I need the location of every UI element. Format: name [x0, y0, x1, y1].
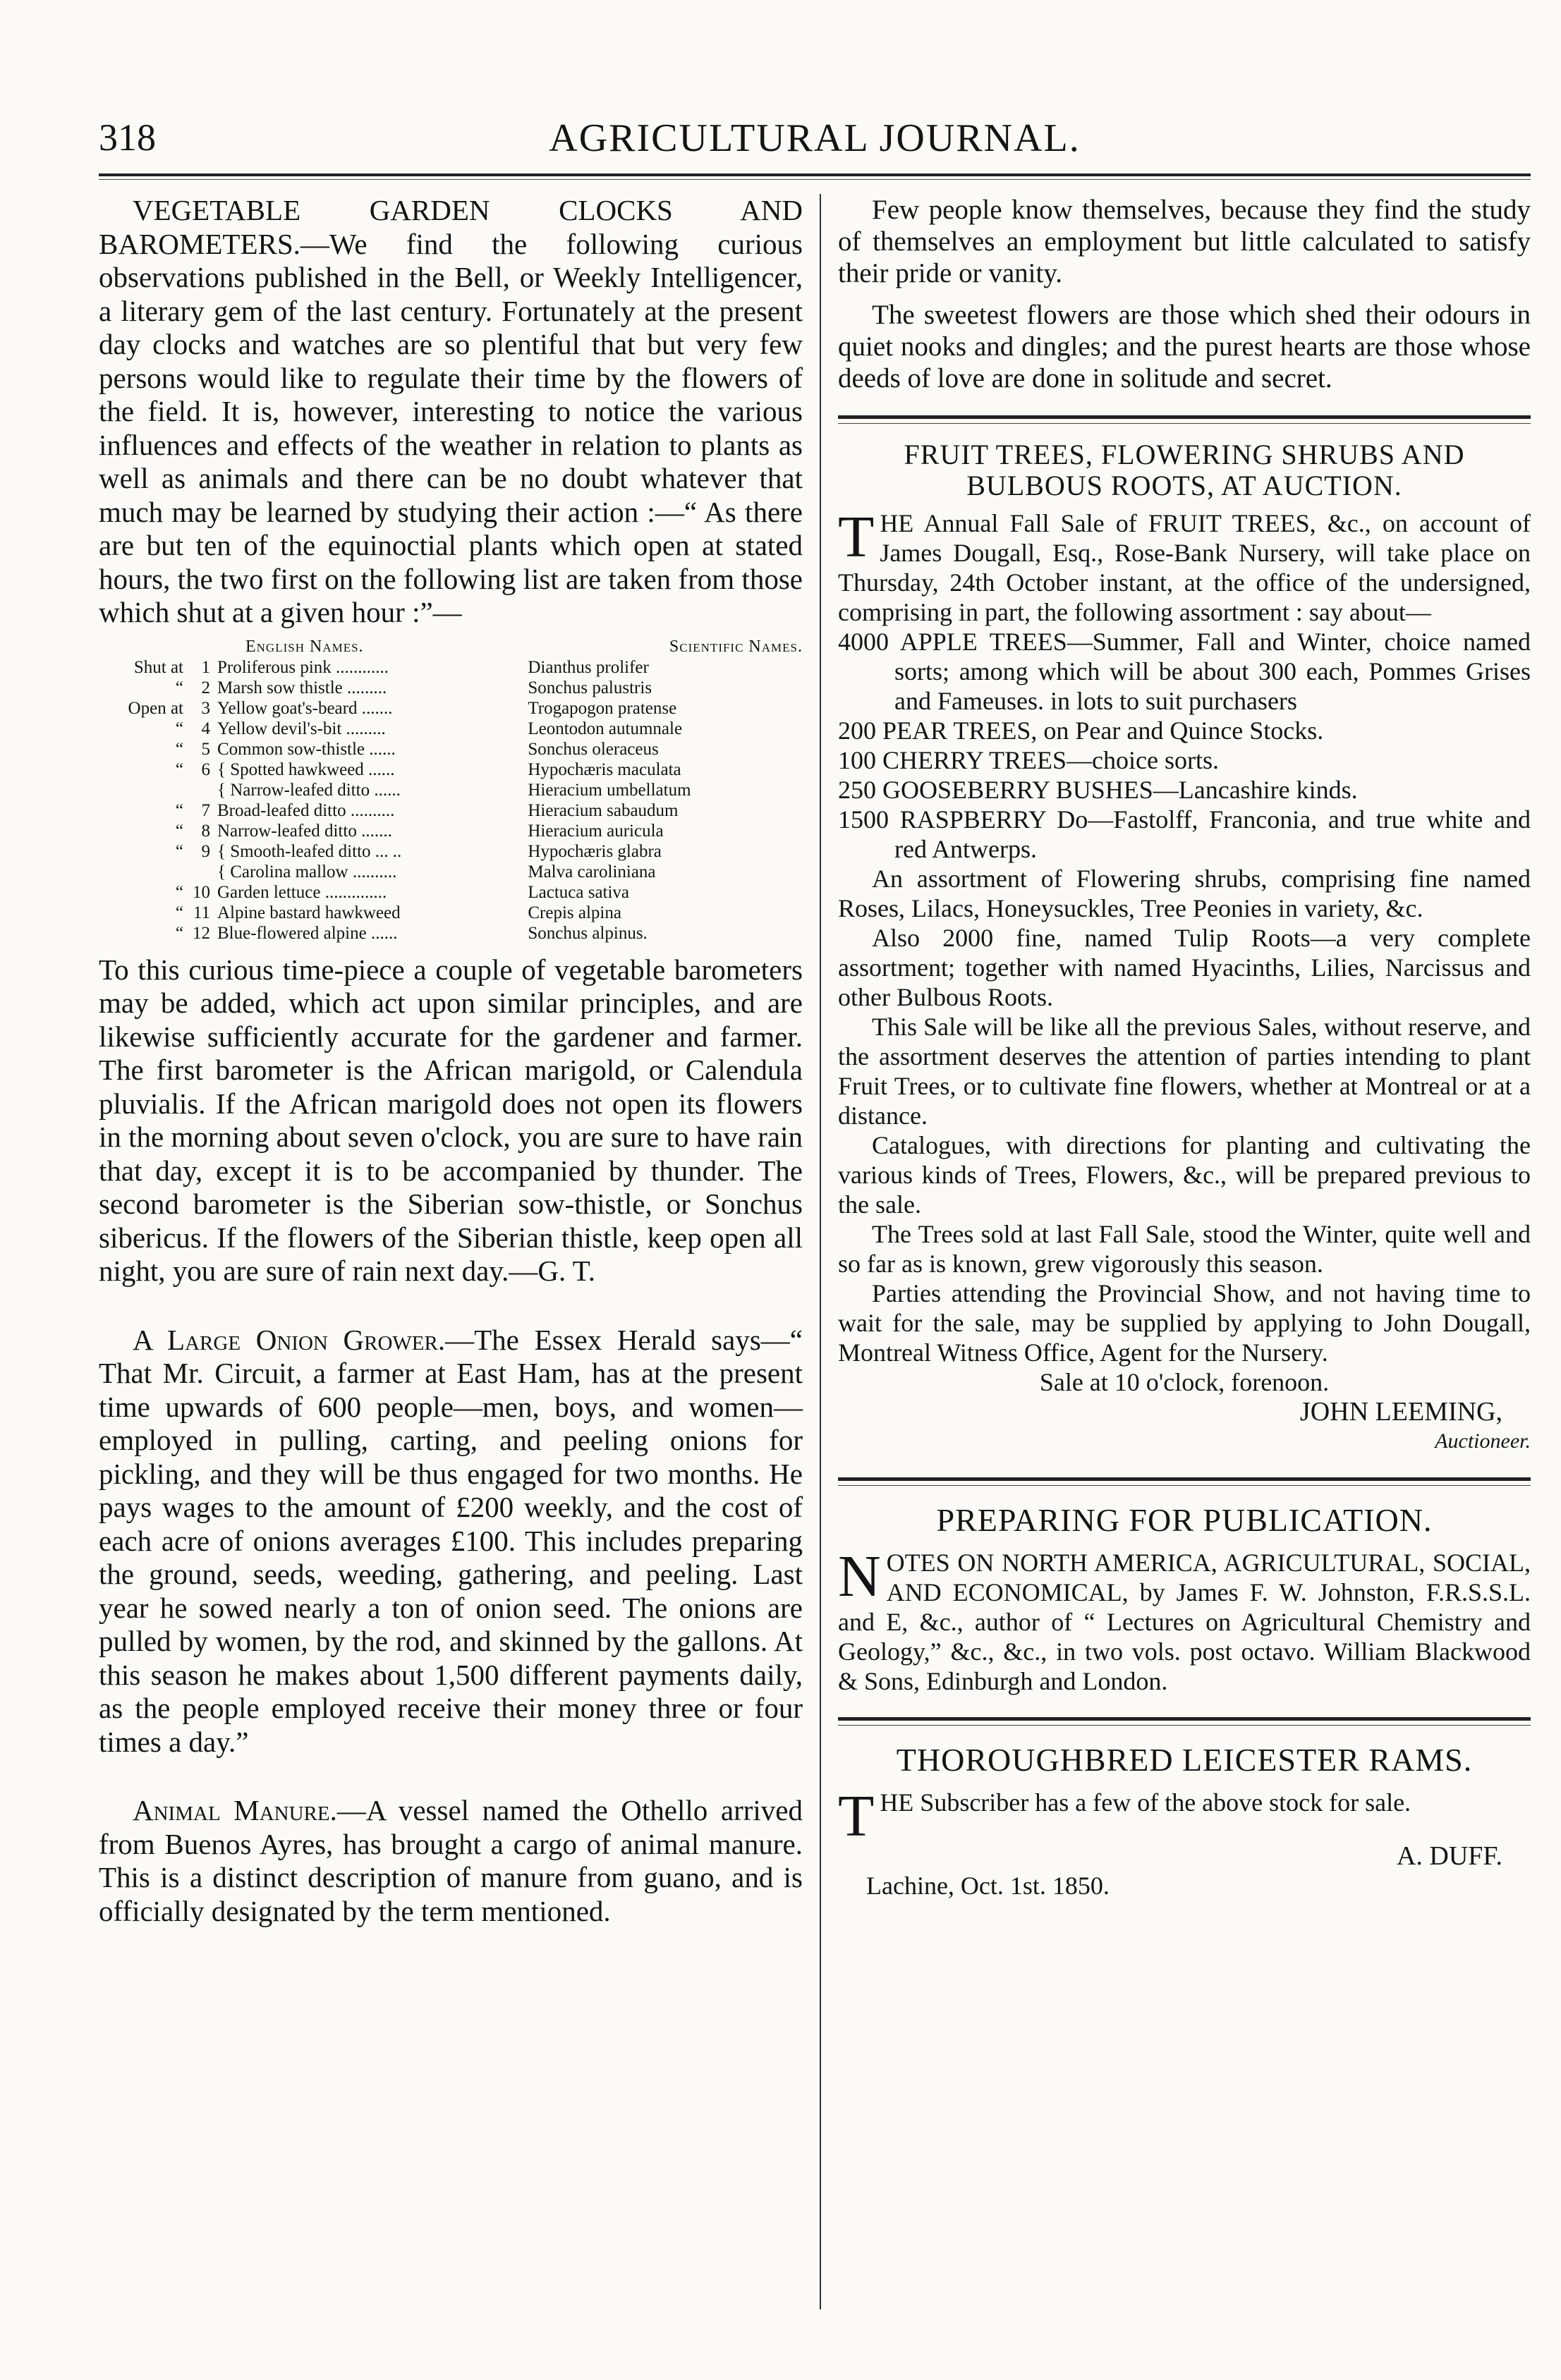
table-row: [99, 821, 803, 841]
advert-text: The Trees sold at last Fall Sale, stood the Winter, quite well and so far as is known, grew vigorously this season.: [838, 1220, 1531, 1278]
advert-text: Parties attending the Provincial Show, and not having time to wait for the sale, may be supplied by applying to John Dougall, Montreal Witness Office, Agent for the Nursery.: [838, 1279, 1531, 1367]
drop-cap: T: [838, 1783, 875, 1849]
article-clocks: [99, 194, 803, 1288]
table-row: [99, 678, 803, 698]
article-title: VEGETABLE GARDEN CLOCKS AND BAROMETERS.: [99, 194, 803, 260]
english-name: Yellow devil's-bit .........: [217, 719, 386, 738]
advert-text: An assortment of Flowering shrubs, comprising fine named Roses, Lilacs, Honeysuckles, Tree Peonies in variety, &c.: [838, 865, 1531, 922]
english-name: Garden lettuce ..............: [217, 882, 387, 902]
advert-headline: THOROUGHBRED LEICESTER RAMS.: [896, 1742, 1473, 1778]
table-row: [99, 841, 803, 862]
article-text: To this curious time-piece a couple of vegetable barometers may be added, which act upon similar principles, and are likewise sufficiently accurate for the gardener and farmer. The first barometer is the African marigold, or Calendula pluvialis. If the African marigold does not open its flowers in the morning about seven o'clock, you are sure to have rain that day, except it is to be accompanied by thunder. The second barometer is the Siberian sow-thistle, or Sonchus sibericus. If the flowers of the Siberian thistle, keep open all night, you are sure of rain next day.—G. T.: [99, 953, 803, 1287]
english-name: Yellow goat's-beard .......: [217, 698, 393, 718]
advert-text: HE Annual Fall Sale of FRUIT TREES, &c., on account of James Dougall, Esq., Rose-Bank Nursery, will take place on Thursday, 24th October instant, at the office of the undersigned, comprising in part, the following assortment : say about—: [838, 509, 1531, 626]
section-rule: [838, 1717, 1531, 1721]
row-number: 10: [193, 882, 210, 902]
row-number: 8: [201, 821, 210, 841]
right-column: [838, 194, 1531, 1900]
scientific-name: Leontodon autumnale: [528, 719, 683, 738]
row-label: “: [175, 821, 183, 841]
table-row: [99, 719, 803, 739]
row-number: 1: [201, 657, 210, 677]
row-number: [188, 780, 217, 800]
scientific-name: Hypochæris glabra: [528, 841, 662, 861]
row-number: 4: [201, 719, 210, 738]
row-number: 2: [201, 678, 210, 697]
advert-text: Catalogues, with directions for planting and cultivating the various kinds of Trees, Flowers, &c., will be prepared previous to the sale.: [838, 1131, 1531, 1219]
row-number: 3: [201, 698, 210, 718]
advert-publication: [838, 1501, 1531, 1696]
list-item: 100 CHERRY TREES—choice sorts.: [838, 746, 1219, 774]
row-label: “: [175, 739, 183, 759]
advert-headline: FRUIT TREES, FLOWERING SHRUBS AND BULBOUS ROOTS, AT AUCTION.: [904, 439, 1465, 501]
advert-text: OTES ON NORTH AMERICA, AGRICULTURAL, SOCIAL, AND ECONOMICAL, by James F. W. Johnston, F.R.S.S.L. and E, &c., author of “ Lectures on Agricultural Chemistry and Geology,” &c., &c., in two vols. post octavo. William Blackwood & Sons, Edinburgh and London.: [838, 1549, 1531, 1695]
table-row: [99, 657, 803, 678]
english-name: Narrow-leafed ditto .......: [217, 821, 392, 841]
scientific-name: Hieracium auricula: [528, 821, 664, 841]
signer-name: JOHN LEEMING,: [1299, 1397, 1502, 1427]
article-title: A Large Onion Grower.: [133, 1323, 446, 1356]
advert-auction: [838, 439, 1531, 1456]
scientific-name: Sonchus alpinus.: [528, 923, 648, 943]
advert-rams: [838, 1741, 1531, 1900]
dateline: Lachine, Oct. 1st. 1850.: [866, 1872, 1110, 1900]
drop-cap: T: [838, 504, 875, 570]
table-row: [99, 882, 803, 903]
running-head: AGRICULTURAL JOURNAL.: [549, 116, 1081, 160]
list-item: 4000 APPLE TREES—Summer, Fall and Winter, choice named sorts; among which will be about 300 each, Pommes Grises and Fameuses. in lots to suit purchasers: [838, 628, 1531, 715]
table-row: [99, 780, 803, 800]
plant-table: [99, 637, 803, 944]
drop-cap: N: [838, 1544, 881, 1609]
row-label: [99, 780, 188, 800]
table-row: [99, 862, 803, 882]
english-name: Marsh sow thistle .........: [217, 678, 387, 697]
table-row: [99, 923, 803, 944]
row-number: 5: [201, 739, 210, 759]
scientific-name: Malva caroliniana: [528, 862, 656, 881]
header-rule-thin: [99, 179, 1531, 180]
scientific-name: Hypochæris maculata: [528, 759, 681, 779]
table-header-row: [99, 637, 803, 657]
article-text: —We find the following curious observations published in the Bell, or Weekly Intelligencer, a literary gem of the last century. Fortunately at the present day clocks and watches are so plentiful that but very few persons would like to regulate their time by the flowers of the field. It is, however, interesting to notice the various influences and effects of the weather in relation to plants as well as animals and there can be no doubt whatever that much may be learned by studying their action :—“ As there are but ten of the equinoctial plants which open at stated hours, the two first on the following list are taken from those which shut at a given hour :”—: [99, 227, 803, 628]
advert-headline: PREPARING FOR PUBLICATION.: [936, 1502, 1433, 1538]
scientific-name: Sonchus palustris: [528, 678, 652, 697]
list-item: 1500 RASPBERRY Do—Fastolff, Franconia, and true white and red Antwerps.: [838, 805, 1531, 863]
row-label: Shut at: [133, 657, 183, 677]
english-name: { Carolina mallow ..........: [217, 862, 397, 881]
article-text: —A vessel named the Othello arrived from Buenos Ayres, has brought a cargo of animal manure. This is a distinct description of manure from guano, and is officially designated by the term mentioned.: [99, 1794, 803, 1927]
signer-name: A. DUFF.: [1396, 1841, 1502, 1871]
row-label: Open at: [128, 698, 183, 718]
article-text: —The Essex Herald says—“ That Mr. Circuit, a farmer at East Ham, has at the present time upwards of 600 people—men, boys, and women—employed in pulling, carting, and peeling onions for pickling, and they will be thus engaged for two months. He pays wages to the amount of £200 weekly, and the cost of each acre of onions averages £100. This includes preparing the ground, seeds, weeding, gathering, and peeling. Last year he sowed nearly a ton of onion seed. The onions are pulled by women, by the rod, and skinned by the gallons. At this season he makes about 1,500 different payments daily, as the people employed receive their money three or four times a day.”: [99, 1323, 803, 1758]
table-row: [99, 903, 803, 923]
english-name: Broad-leafed ditto ..........: [217, 800, 395, 820]
table-row: [99, 800, 803, 821]
article-manure: [99, 1794, 803, 1928]
row-label: [99, 862, 188, 882]
advert-text: Also 2000 fine, named Tulip Roots—a very complete assortment; together with named Hyacinths, Lilies, Narcissus and other Bulbous Roots.: [838, 924, 1531, 1011]
row-number: 7: [201, 800, 210, 820]
article-onion: [99, 1324, 803, 1759]
row-label: “: [175, 678, 183, 697]
column-divider: [820, 194, 821, 2309]
sale-time: Sale at 10 o'clock, forenoon.: [1039, 1368, 1330, 1396]
page-header: [99, 106, 1531, 169]
aphorism: Few people know themselves, because they find the study of themselves an employment but little calculated to satisfy their pride or vanity.: [838, 195, 1531, 288]
table-row: [99, 698, 803, 719]
row-label: “: [175, 841, 183, 861]
auction-list: [838, 627, 1531, 864]
scientific-name: Lactuca sativa: [528, 882, 630, 902]
english-name: { Spotted hawkweed ......: [217, 759, 395, 779]
english-name: { Smooth-leafed ditto ... ..: [217, 841, 402, 861]
english-name: Alpine bastard hawkweed: [217, 903, 401, 922]
section-rule: [838, 1477, 1531, 1481]
english-name: Common sow-thistle ......: [217, 739, 396, 759]
row-label: “: [175, 719, 183, 738]
table-row: [99, 759, 803, 780]
advert-text: This Sale will be like all the previous Sales, without reserve, and the assortment deserves the attention of parties intending to plant Fruit Trees, or to cultivate fine flowers, whether at Montreal or at a distance.: [838, 1013, 1531, 1130]
table-header-scientific: Scientific Names.: [669, 637, 803, 656]
row-number: 12: [193, 923, 210, 943]
aphorism: The sweetest flowers are those which shed their odours in quiet nooks and dingles; and the purest hearts are those whose deeds of love are done in solitude and secret.: [838, 300, 1531, 393]
page-number: 318: [99, 116, 156, 159]
row-number: 11: [193, 903, 210, 922]
row-label: “: [175, 800, 183, 820]
row-label: “: [175, 882, 183, 902]
english-name: Blue-flowered alpine ......: [217, 923, 398, 943]
table-header-english: English Names.: [245, 637, 364, 656]
scientific-name: Trogapogon pratense: [528, 698, 677, 718]
list-item: 250 GOOSEBERRY BUSHES—Lancashire kinds.: [838, 776, 1358, 804]
row-label: “: [175, 903, 183, 922]
section-rule: [838, 415, 1531, 419]
article-title: Animal Manure.: [133, 1794, 337, 1826]
row-number: [188, 862, 217, 882]
left-column: [99, 194, 803, 1928]
scientific-name: Sonchus oleraceus: [528, 739, 659, 759]
advert-text: HE Subscriber has a few of the above stock for sale.: [880, 1788, 1411, 1817]
scientific-name: Crepis alpina: [528, 903, 621, 922]
scientific-name: Dianthus prolifer: [528, 657, 649, 677]
row-label: “: [175, 923, 183, 943]
newspaper-page: [99, 106, 1531, 2334]
row-number: 6: [201, 759, 210, 779]
table-row: [99, 739, 803, 759]
list-item: 200 PEAR TREES, on Pear and Quince Stocks.: [838, 716, 1324, 745]
signer-title: Auctioneer.: [1435, 1429, 1531, 1453]
scientific-name: Hieracium umbellatum: [528, 780, 691, 800]
english-name: Proliferous pink ............: [217, 657, 389, 677]
english-name: { Narrow-leafed ditto ......: [217, 780, 401, 800]
row-label: “: [175, 759, 183, 779]
header-rule: [99, 173, 1531, 176]
row-number: 9: [201, 841, 210, 861]
scientific-name: Hieracium sabaudum: [528, 800, 679, 820]
